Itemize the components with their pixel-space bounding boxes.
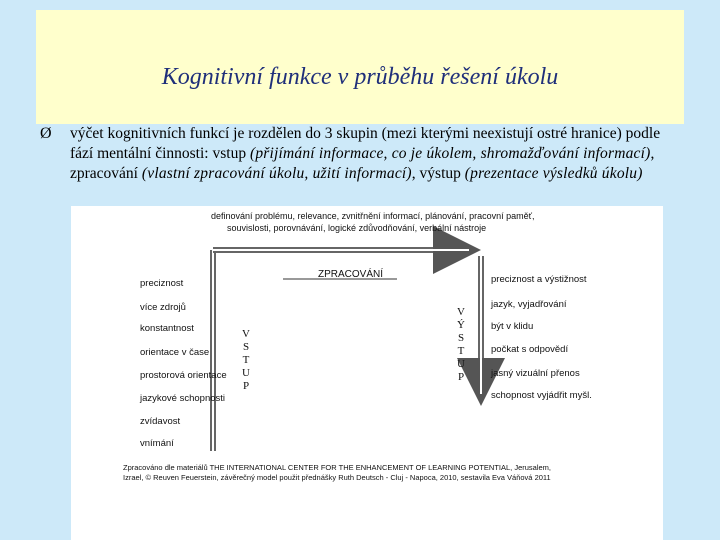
input-letter: P bbox=[242, 380, 250, 392]
output-item: schopnost vyjádřit myšl. bbox=[491, 390, 592, 401]
input-letter: S bbox=[242, 341, 250, 353]
footnote-line: Izrael, © Reuven Feuerstein, závěrečný model použit přednášky Ruth Deutsch - Cluj - Napoca, 2010, sestavila Eva Váňová 2011 bbox=[123, 473, 551, 482]
input-item: konstantnost bbox=[140, 323, 194, 334]
output-letter: T bbox=[457, 345, 465, 357]
slide-title: Kognitivní funkce v průběhu řešení úkolu bbox=[161, 64, 559, 90]
bullet-italic-input: (přijímání informace, co je úkolem, shromažďování informací) bbox=[249, 145, 651, 162]
input-item: jazykové schopnosti bbox=[140, 393, 226, 404]
output-item: jazyk, vyjadřování bbox=[491, 299, 567, 310]
input-letter: V bbox=[242, 328, 250, 340]
output-letter: U bbox=[457, 358, 465, 370]
output-letter: S bbox=[457, 332, 465, 344]
output-letter: P bbox=[457, 371, 465, 383]
processing-label: ZPRACOVÁNÍ bbox=[318, 269, 384, 280]
output-item: počkat s odpovědí bbox=[491, 344, 569, 355]
bullet-text-part: výčet kognitivních funkcí je rozdělen do 3 skupin (mezi kterými neexistují ostré hranice) podle fází mentální činnosti: vstup bbox=[70, 125, 661, 162]
output-item: preciznost a výstižnost bbox=[491, 274, 587, 285]
bullet-text-part: , zpracování bbox=[70, 145, 655, 182]
input-item: orientace v čase bbox=[140, 347, 210, 358]
arrow-bullet-icon: Ø bbox=[40, 125, 52, 142]
output-vertical-label bbox=[455, 306, 467, 384]
output-item: být v klidu bbox=[491, 321, 534, 332]
source-footnote bbox=[123, 463, 583, 483]
input-item: preciznost bbox=[140, 278, 184, 289]
bullet-text-part: , výstup bbox=[411, 165, 465, 182]
input-item: více zdrojů bbox=[140, 302, 186, 313]
bullet-italic-processing: (vlastní zpracování úkolu, užití informací) bbox=[141, 165, 412, 182]
processing-functions-line: souvislosti, porovnávání, logické zdůvodňování, verbální nástroje bbox=[227, 223, 487, 233]
bullet-text bbox=[70, 124, 680, 184]
output-letter: V bbox=[457, 306, 465, 318]
input-item: zvídavost bbox=[140, 416, 181, 427]
processing-functions-text bbox=[211, 210, 535, 234]
processing-functions-line: definování problému, relevance, zvnitřnění informací, plánování, pracovní paměť, bbox=[211, 211, 535, 221]
input-letter: U bbox=[242, 367, 250, 379]
cognitive-functions-diagram bbox=[71, 206, 663, 540]
input-item: prostorová orientace bbox=[140, 370, 227, 381]
output-letter: Ý bbox=[457, 319, 465, 331]
bullet-point bbox=[40, 124, 680, 184]
footnote-line: Zpracováno dle materiálů THE INTERNATIONAL CENTER FOR THE ENHANCEMENT OF LEARNING POTENTIAL, Jerusalem, bbox=[123, 463, 552, 472]
output-item: jasný vizuální přenos bbox=[491, 368, 580, 379]
bullet-italic-output: (prezentace výsledků úkolu) bbox=[464, 165, 643, 182]
input-item: vnímání bbox=[140, 438, 174, 449]
input-vertical-label bbox=[240, 328, 252, 393]
input-letter: T bbox=[242, 354, 250, 366]
title-box bbox=[36, 10, 684, 124]
